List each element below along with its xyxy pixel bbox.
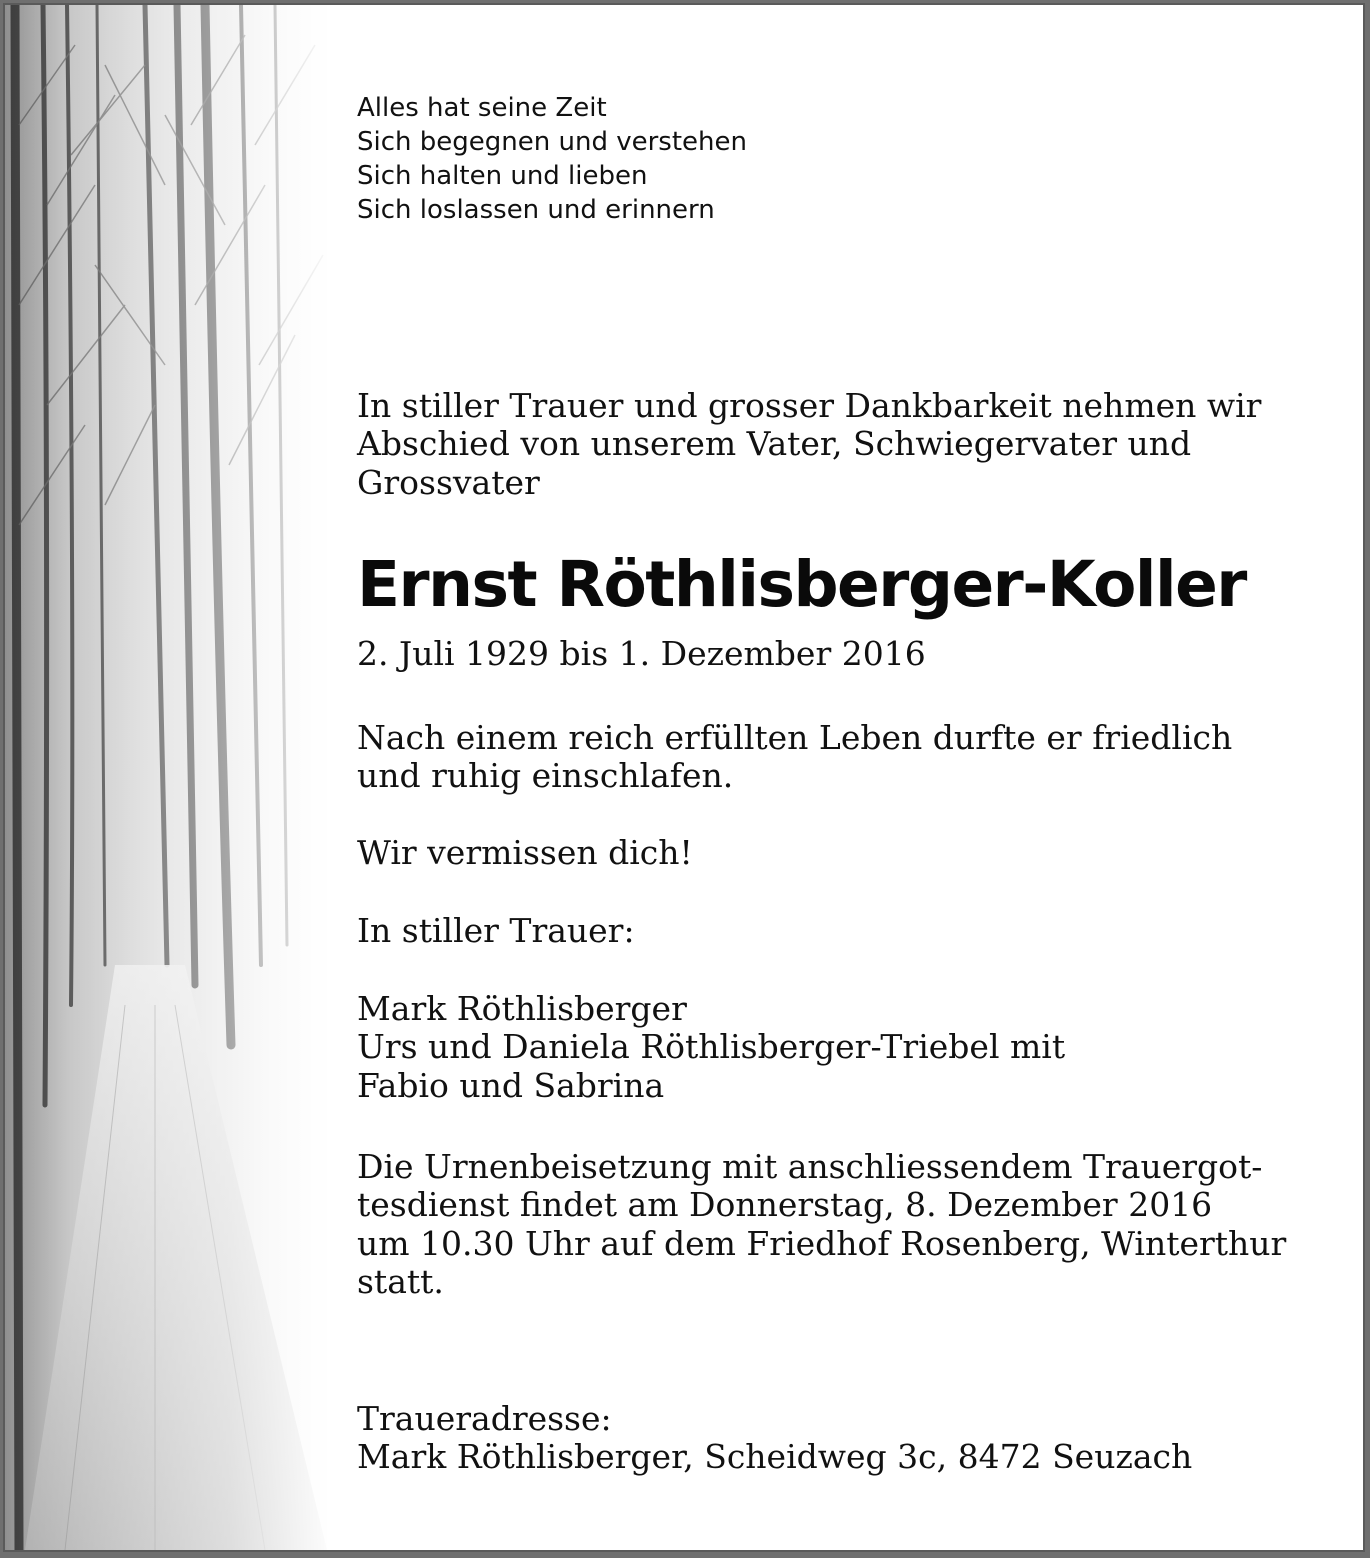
poem-line: Sich halten und lieben [357, 161, 648, 191]
poem-line: Sich loslassen und erinnern [357, 195, 715, 225]
ceremony-line: Die Urnenbeisetzung mit anschliessendem Trauergot- [357, 1147, 1263, 1186]
mourner-line: Fabio und Sabrina [357, 1066, 665, 1105]
message-line: Nach einem reich erfüllten Leben durfte er friedlich [357, 718, 1233, 757]
life-dates: 2. Juli 1929 bis 1. Dezember 2016 [357, 634, 926, 673]
mourners-heading: In stiller Trauer: [357, 911, 635, 950]
ceremony-line: um 10.30 Uhr auf dem Friedhof Rosenberg, Winterthur [357, 1224, 1287, 1263]
intro-line: In stiller Trauer und grosser Dankbarkeit nehmen wir [357, 386, 1262, 425]
mourner-line: Mark Röthlisberger [357, 989, 687, 1028]
poem-line: Alles hat seine Zeit [357, 93, 607, 123]
poem [357, 91, 747, 227]
ceremony-line: statt. [357, 1262, 444, 1301]
intro-line: Grossvater [357, 463, 540, 502]
miss-you-text: Wir vermissen dich! [357, 833, 693, 872]
address-label: Traueradresse: [357, 1399, 612, 1438]
forest-illustration [5, 5, 327, 1550]
mourner-line: Urs und Daniela Röthlisberger-Triebel mit [357, 1027, 1066, 1066]
obituary-notice [3, 3, 1365, 1552]
deceased-name: Ernst Röthlisberger-Koller [357, 548, 1246, 621]
message-line: und ruhig einschlafen. [357, 756, 734, 795]
intro-line: Abschied von unserem Vater, Schwiegervater und [357, 424, 1192, 463]
ceremony-line: tesdienst findet am Donnerstag, 8. Dezember 2016 [357, 1185, 1213, 1224]
address-value: Mark Röthlisberger, Scheidweg 3c, 8472 Seuzach [357, 1437, 1193, 1476]
winter-forest-image [5, 5, 327, 1550]
poem-line: Sich begegnen und verstehen [357, 127, 747, 157]
